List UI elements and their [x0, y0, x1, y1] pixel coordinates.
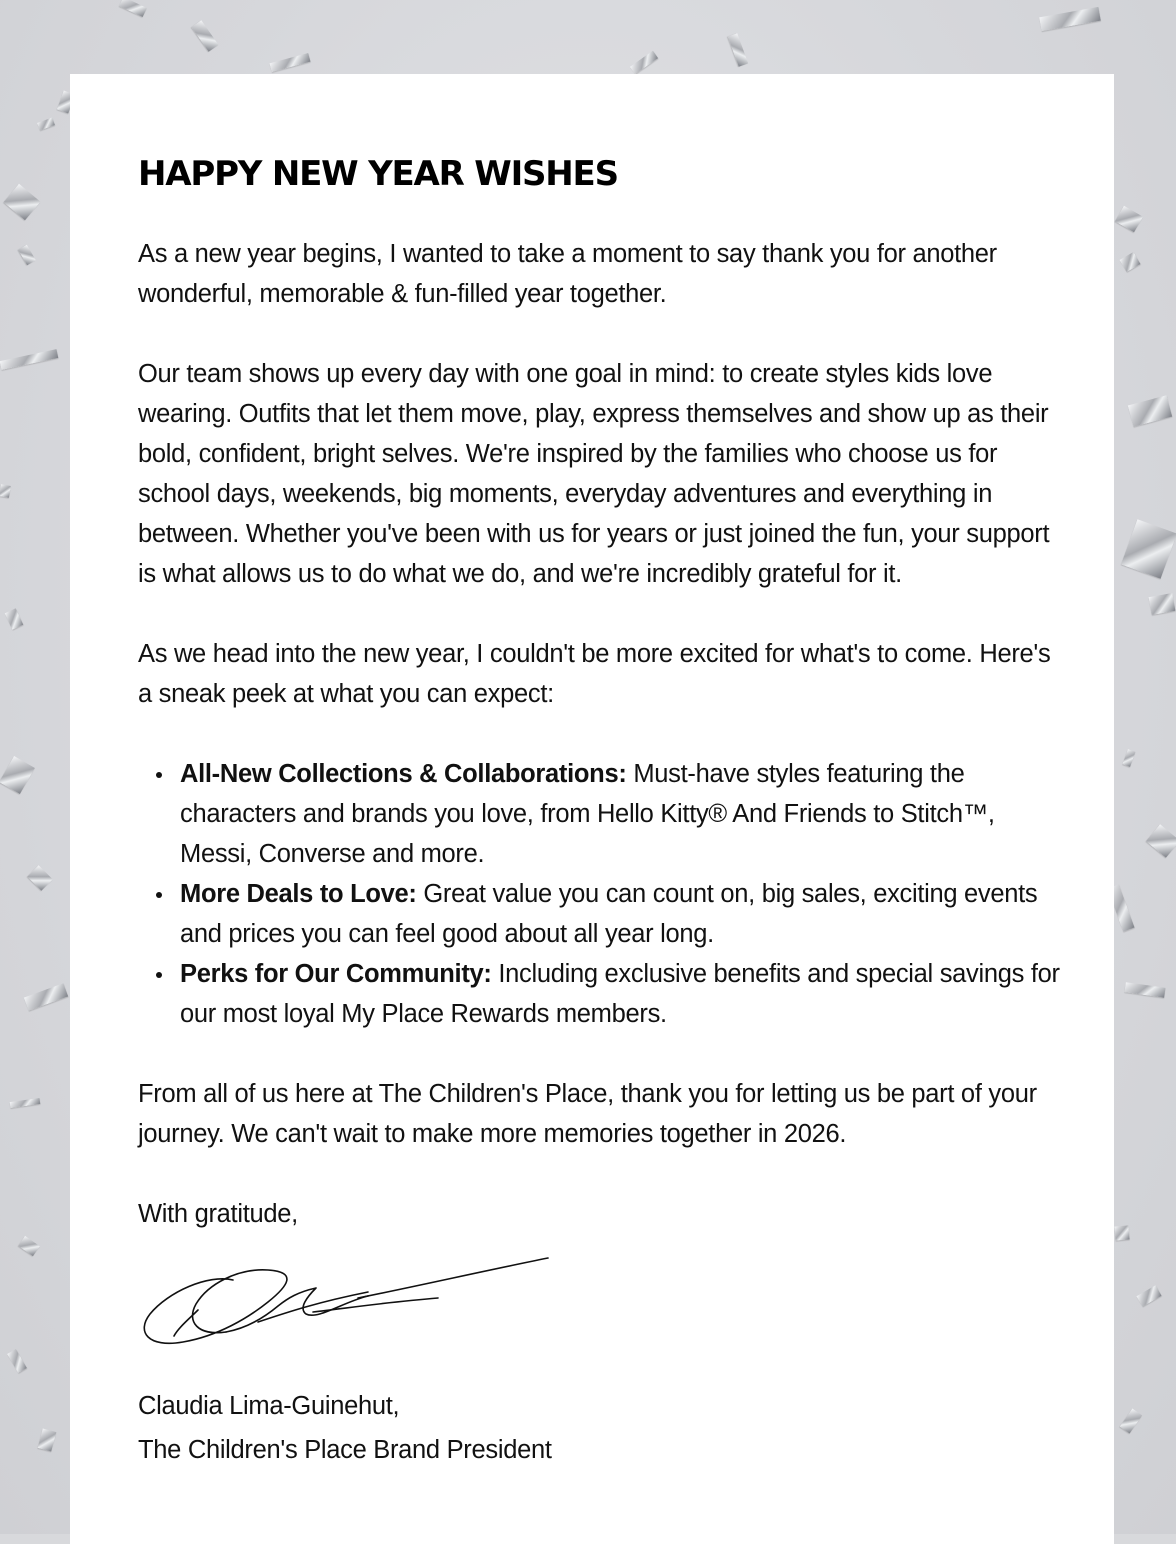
signature-icon	[138, 1252, 558, 1362]
letter-paragraph-thanks: From all of us here at The Children's Place, thank you for letting us be part of your journey. We can't wait to make more memories together in 2026.	[138, 1080, 1037, 1148]
confetti-piece	[27, 865, 52, 890]
signer-block	[138, 1384, 1068, 1472]
letter-content	[138, 152, 1068, 1472]
confetti-piece	[1124, 982, 1165, 997]
confetti-piece	[1039, 7, 1101, 31]
list-item-text: Including exclusive benefits and special savings for our most loyal My Place Rewards members.	[180, 960, 1060, 1028]
list-item-title: Perks for Our Community:	[180, 960, 492, 988]
confetti-piece	[119, 0, 147, 17]
list-item-text: Great value you can count on, big sales, exciting events and prices you can feel good about all year long.	[180, 880, 1038, 948]
confetti-piece	[4, 184, 41, 220]
confetti-piece	[0, 484, 11, 498]
highlights-list	[138, 754, 1068, 1034]
confetti-piece	[0, 756, 35, 794]
confetti-piece	[1115, 206, 1143, 233]
confetti-piece	[1136, 1285, 1161, 1306]
list-item	[180, 954, 1068, 1034]
list-item-text: Must-have styles featuring the characters and brands you love, from Hello Kitty® And Friends to Stitch™, Messi, Converse and more.	[180, 760, 995, 868]
signer-title: The Children's Place Brand President	[138, 1436, 552, 1464]
confetti-piece	[1123, 749, 1136, 767]
confetti-piece	[191, 20, 218, 51]
confetti-piece	[5, 608, 23, 629]
letter-closing: With gratitude,	[138, 1200, 298, 1228]
confetti-piece	[1121, 519, 1176, 578]
confetti-piece	[630, 51, 658, 74]
confetti-piece	[1120, 252, 1141, 272]
confetti-piece	[1120, 1409, 1142, 1434]
confetti-piece	[1114, 1225, 1129, 1240]
confetti-piece	[0, 349, 58, 370]
letter-paragraph-intro: As a new year begins, I wanted to take a moment to say thank you for another wonderful, memorable & fun-filled year together.	[138, 240, 997, 308]
confetti-piece	[10, 1098, 41, 1108]
list-item	[180, 874, 1068, 954]
confetti-piece	[18, 245, 36, 266]
list-item	[180, 754, 1068, 874]
letter-card	[70, 74, 1114, 1544]
confetti-piece	[18, 1236, 40, 1256]
confetti-piece	[37, 118, 55, 131]
confetti-piece	[1146, 824, 1176, 858]
letter-headline: HAPPY NEW YEAR WISHES	[138, 154, 618, 194]
confetti-piece	[38, 1429, 57, 1452]
confetti-piece	[728, 33, 748, 66]
confetti-piece	[1128, 395, 1172, 427]
letter-paragraph-team: Our team shows up every day with one goal in mind: to create styles kids love wearing. Outfits that let them move, play, express themselves and show up as their bold, confident, bright selves. We're inspired by the families who choose us for school days, weekends, big moments, everyday adventures and everything in between. Whether you've been with us for years or just joined the fun, your support is what allows us to do what we do, and we're incredibly grateful for it.	[138, 360, 1050, 588]
confetti-piece	[7, 1349, 27, 1373]
confetti-piece	[1149, 593, 1176, 615]
confetti-piece	[24, 983, 68, 1011]
confetti-piece	[270, 53, 311, 72]
list-item-title: More Deals to Love:	[180, 880, 417, 908]
signer-name: Claudia Lima-Guinehut,	[138, 1392, 400, 1420]
letter-paragraph-new-year: As we head into the new year, I couldn't be more excited for what's to come. Here's a sneak peek at what you can expect:	[138, 640, 1051, 708]
list-item-title: All-New Collections & Collaborations:	[180, 760, 627, 788]
